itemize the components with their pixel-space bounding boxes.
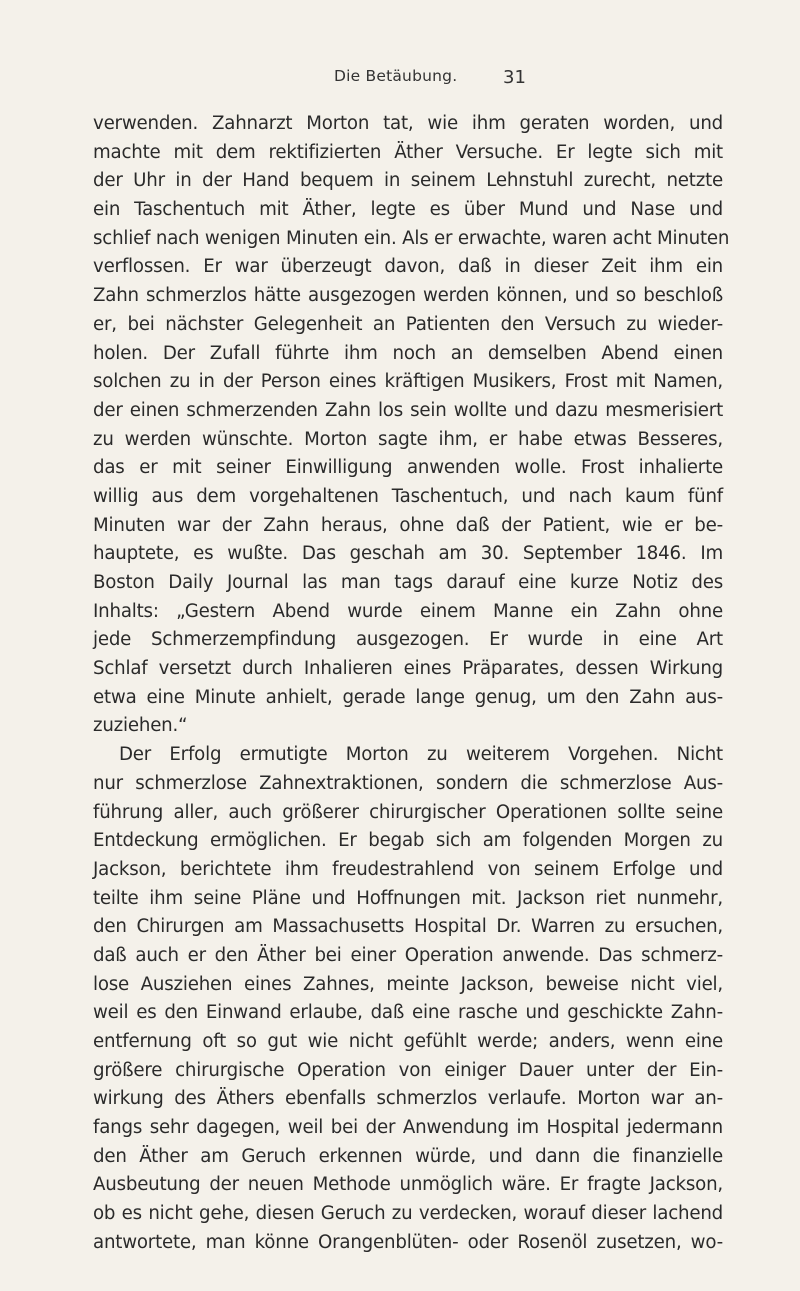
- text-line: jede Schmerzempfindung ausgezogen. Er wurde in eine Art: [93, 629, 723, 651]
- body-text: [93, 110, 730, 1258]
- text-line: Minuten war der Zahn heraus, ohne daß der Patient, wie er be-: [93, 514, 723, 536]
- text-line: ein Taschentuch mit Äther, legte es über Mund und Nase und: [93, 199, 723, 221]
- text-line: größere chirurgische Operation von einiger Dauer unter der Ein-: [93, 1059, 723, 1081]
- paragraph-start-line: Der Erfolg ermutigte Morton zu weiterem Vorgehen. Nicht: [119, 744, 723, 766]
- text-line: führung aller, auch größerer chirurgischer Operationen sollte seine: [93, 801, 723, 823]
- text-line: solchen zu in der Person eines kräftigen Musikers, Frost mit Namen,: [93, 371, 723, 393]
- paragraph-end-line: zuziehen.“: [93, 715, 188, 737]
- text-line: Inhalts: „Gestern Abend wurde einem Manne ein Zahn ohne: [93, 600, 723, 622]
- text-line: daß auch er den Äther bei einer Operation anwende. Das schmerz-: [93, 944, 723, 966]
- text-line: verflossen. Er war überzeugt davon, daß in dieser Zeit ihm ein: [93, 256, 723, 278]
- text-line: Schlaf versetzt durch Inhalieren eines Präparates, dessen Wirkung: [93, 658, 723, 680]
- running-head: [0, 67, 800, 97]
- text-line: wirkung des Äthers ebenfalls schmerzlos verlaufe. Morton war an-: [93, 1088, 723, 1110]
- text-line: Jackson, berichtete ihm freudestrahlend von seinem Erfolge und: [93, 858, 723, 880]
- text-line: den Äther am Geruch erkennen würde, und dann die finanzielle: [93, 1145, 723, 1167]
- running-head-title: Die Betäubung.: [334, 67, 458, 85]
- text-line: das er mit seiner Einwilligung anwenden wolle. Frost inhalierte: [93, 457, 723, 479]
- text-line: Ausbeutung der neuen Methode unmöglich wäre. Er fragte Jackson,: [93, 1174, 723, 1196]
- text-line: hauptete, es wußte. Das geschah am 30. September 1846. Im: [93, 543, 723, 565]
- text-line: holen. Der Zufall führte ihm noch an demselben Abend einen: [93, 342, 723, 364]
- page-number: 31: [503, 67, 526, 88]
- text-line: zu werden wünschte. Morton sagte ihm, er habe etwas Besseres,: [93, 428, 723, 450]
- text-line: Boston Daily Journal las man tags darauf eine kurze Notiz des: [93, 572, 723, 593]
- text-line: schlief nach wenigen Minuten ein. Als er erwachte, waren acht Minuten: [93, 227, 730, 249]
- text-line: Zahn schmerzlos hätte ausgezogen werden können, und so beschloß: [93, 285, 723, 307]
- text-line: den Chirurgen am Massachusetts Hospital Dr. Warren zu ersuchen,: [93, 916, 723, 938]
- text-line: ob es nicht gehe, diesen Geruch zu verdecken, worauf dieser lachend: [93, 1203, 723, 1225]
- text-line: willig aus dem vorgehaltenen Taschentuch, und nach kaum fünf: [93, 485, 723, 507]
- text-line: lose Ausziehen eines Zahnes, meinte Jackson, beweise nicht viel,: [93, 973, 723, 995]
- text-line: antwortete, man könne Orangenblüten- oder Rosenöl zusetzen, wo-: [93, 1231, 723, 1253]
- text-line: weil es den Einwand erlaube, daß eine rasche und geschickte Zahn-: [93, 1002, 723, 1024]
- text-line: teilte ihm seine Pläne und Hoffnungen mit. Jackson riet nunmehr,: [93, 887, 723, 909]
- text-line: der einen schmerzenden Zahn los sein wollte und dazu mesmerisiert: [93, 399, 723, 421]
- text-line: etwa eine Minute anhielt, gerade lange genug, um den Zahn aus-: [93, 686, 723, 708]
- text-line: nur schmerzlose Zahnextraktionen, sondern die schmerzlose Aus-: [93, 772, 723, 794]
- text-line: fangs sehr dagegen, weil bei der Anwendung im Hospital jedermann: [93, 1117, 723, 1139]
- text-line: er, bei nächster Gelegenheit an Patienten den Versuch zu wieder-: [93, 313, 723, 335]
- text-line: entfernung oft so gut wie nicht gefühlt werde; anders, wenn eine: [93, 1031, 723, 1052]
- text-line: der Uhr in der Hand bequem in seinem Lehnstuhl zurecht, netzte: [93, 170, 723, 192]
- text-line: machte mit dem rektifizierten Äther Versuche. Er legte sich mit: [93, 141, 723, 163]
- text-line: Entdeckung ermöglichen. Er begab sich am folgenden Morgen zu: [93, 830, 723, 852]
- text-line: verwenden. Zahnarzt Morton tat, wie ihm geraten worden, und: [93, 113, 723, 134]
